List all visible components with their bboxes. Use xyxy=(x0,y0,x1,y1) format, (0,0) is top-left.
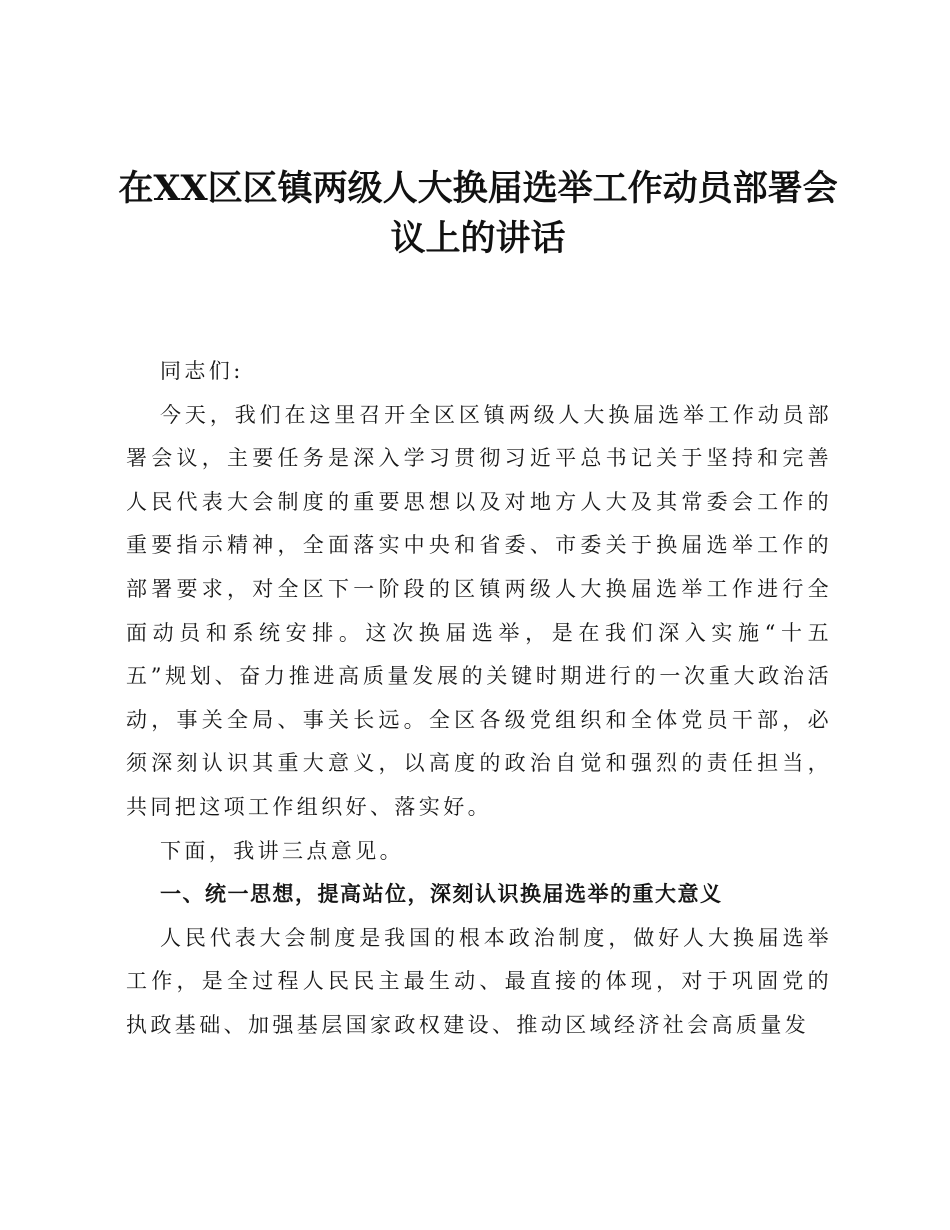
outline-paragraph: 下面，我讲三点意见。 xyxy=(160,838,404,863)
document-title: 在XX区区镇两级人大换届选举工作动员部署会议上的讲话 xyxy=(118,168,838,259)
section-paragraph: 人民代表大会制度是我国的根本政治制度，做好人大换届选举工作，是全过程人民民主最生动、最直接的体现，对于巩固党的执政基础、加强基层国家政权建设、推动区域经济社会高质量发 xyxy=(126,925,832,1037)
section-heading: 一、统一思想，提高站位，深刻认识换届选举的重大意义 xyxy=(160,882,723,907)
salutation-paragraph: 同志们: xyxy=(160,359,244,383)
intro-paragraph: 今天，我们在这里召开全区区镇两级人大换届选举工作动员部署会议，主要任务是深入学习贯彻习近平总书记关于坚持和完善人民代表大会制度的重要思想以及对地方人大及其常委会工作的重要指示精神，全面落实中央和省委、市委关于换届选举工作的部署要求，对全区下一阶段的区镇两级人大换届选举工作进行全面动员和系统安排。这次换届选举，是在我们深入实施“十五五”规划、奋力推进高质量发展的关键时期进行的一次重大政治活动，事关全局、事关长远。全区各级党组织和全体党员干部，必须深刻认识其重大意义，以高度的政治自觉和强烈的责任担当，共同把这项工作组织好、落实好。 xyxy=(126,402,832,819)
document-body xyxy=(126,350,832,1048)
